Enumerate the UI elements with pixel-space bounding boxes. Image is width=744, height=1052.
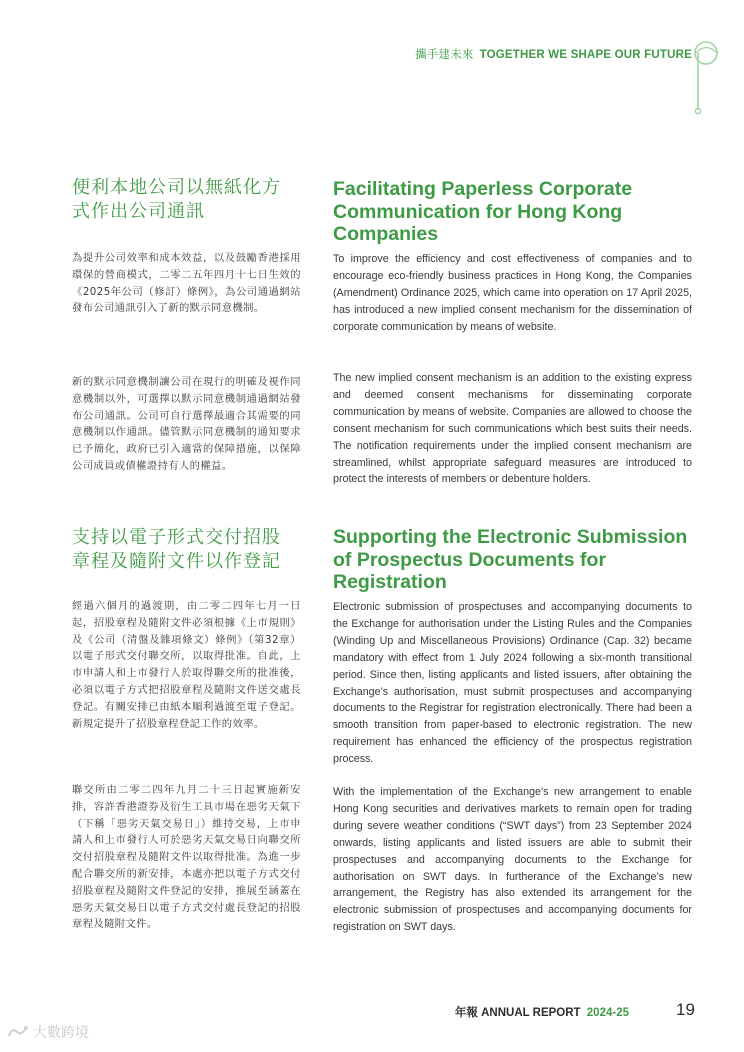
section1-para2-zh: 新的默示同意機制讓公司在現行的明確及視作同意機制以外，可選擇以默示同意機制通過網站發布公司通訊。公司可自行選擇最適合其需要的同意機制以作通訊。儘管默示同意機制的通知要求已予簡化，政府已引入適當的保障措施，以保障公司成員或債權證持有人的權益。 (72, 376, 301, 472)
footer-label-zh: 年報 (454, 1007, 478, 1019)
footer-label-en: ANNUAL REPORT (481, 1007, 581, 1019)
section1-para2-en: The new implied consent mechanism is an addition to the existing express and deemed consent mechanisms for disseminating corporate communication by means of website. Companies are allowed to choose the consent mechanism for such communications which best suits their needs. The notification requirements under the implied consent mechanism are streamlined, whilst appropriate safeguard measures are introduced to protect the interests of members or debenture holders. (333, 372, 692, 486)
section2-para1-zh: 經過六個月的過渡期，由二零二四年七月一日起，招股章程及隨附文件必須根據《上市規則》及《公司（清盤及雜項條文）條例》（第32章）以電子形式交付聯交所，以取得批准。自此，上市申請人和上市發行人於取得聯交所的批准後，必須以電子方式把招股章程及隨附文件送交處長登記。有關安排已由紙本順利過渡至電子登記。新規定提升了招股章程登記工作的效率。 (72, 600, 301, 730)
header-leaf-icon (690, 38, 730, 118)
section2-para2-zh: 聯交所由二零二四年九月二十三日起實施新安排，容許香港證券及衍生工具市場在惡劣天氣下（下稱「惡劣天氣交易日」）維持交易，上市申請人和上市發行人可於惡劣天氣交易日向聯交所交付招股章程及隨附文件以取得批准。為進一步配合聯交所的新安排，本處亦把以電子方式交付招股章程及隨附文件登記的安排，推展至涵蓋在惡劣天氣交易日以電子方式交付處長登記的招股章程及隨附文件。 (72, 784, 301, 931)
slogan-zh: 攜手建未來 (415, 49, 474, 61)
watermark-logo-icon (6, 1024, 30, 1040)
section2-para1-en: Electronic submission of prospectuses and accompanying documents to the Exchange for authorisation under the Listing Rules and the Companies (Winding Up and Miscellaneous Provisions) Ordinance (Cap. 32) became mandatory with effect from 1 July 2024 following a six-month transitional period. Since then, listing applicants and listed issuers, after obtaining the Exchange’s authorisation, must submit prospectuses and accompanying documents to the Registrar for registration electronically. There had been a smooth transition from paper-based to electronic registration. The new requirement has enhanced the efficiency of the prospectus registration process. (333, 601, 692, 766)
section1-heading-zh: 便利本地公司以無紙化方式作出公司通訊 (72, 177, 281, 222)
section1-heading-en: Facilitating Paperless Corporate Communication for Hong Kong Companies (333, 178, 633, 245)
page-number: 19 (676, 1000, 695, 1019)
header-slogan (415, 46, 692, 62)
section1-para1-zh: 為提升公司效率和成本效益，以及鼓勵香港採用環保的營商模式，二零二五年四月十七日生效的《2025年公司（修訂）條例》，為公司通過網站發布公司通訊引入了新的默示同意機制。 (72, 252, 301, 315)
footer-label (455, 1004, 629, 1020)
section2-heading-zh: 支持以電子形式交付招股章程及隨附文件以作登記 (72, 527, 281, 572)
section2-heading-en: Supporting the Electronic Submission of Prospectus Documents for Registration (333, 526, 688, 593)
section2-para2-en: With the implementation of the Exchange’s new arrangement to enable Hong Kong securities and derivatives markets to remain open for trading during severe weather conditions (“SWT days”) from 23 September 2024 onwards, listing applicants and listed issuers are able to submit their prospectuses and accompanying documents to the Exchange for authorisation on SWT days. In furtherance of the Exchange’s new arrangement, the Registry has also extended its arrangement for the electronic submission of prospectuses and accompanying documents for registration on SWT days. (333, 786, 692, 934)
footer-year: 2024-25 (586, 1007, 629, 1019)
slogan-en: TOGETHER WE SHAPE OUR FUTURE (479, 49, 692, 61)
watermark (6, 1022, 89, 1042)
watermark-text: 大數跨境 (33, 1025, 89, 1041)
section1-para1-en: To improve the efficiency and cost effectiveness of companies and to encourage eco-friendly business practices in Hong Kong, the Companies (Amendment) Ordinance 2025, which came into operation on 17 April 2025, has introduced a new implied consent mechanism for the dissemination of corporate communication by means of website. (333, 253, 692, 333)
